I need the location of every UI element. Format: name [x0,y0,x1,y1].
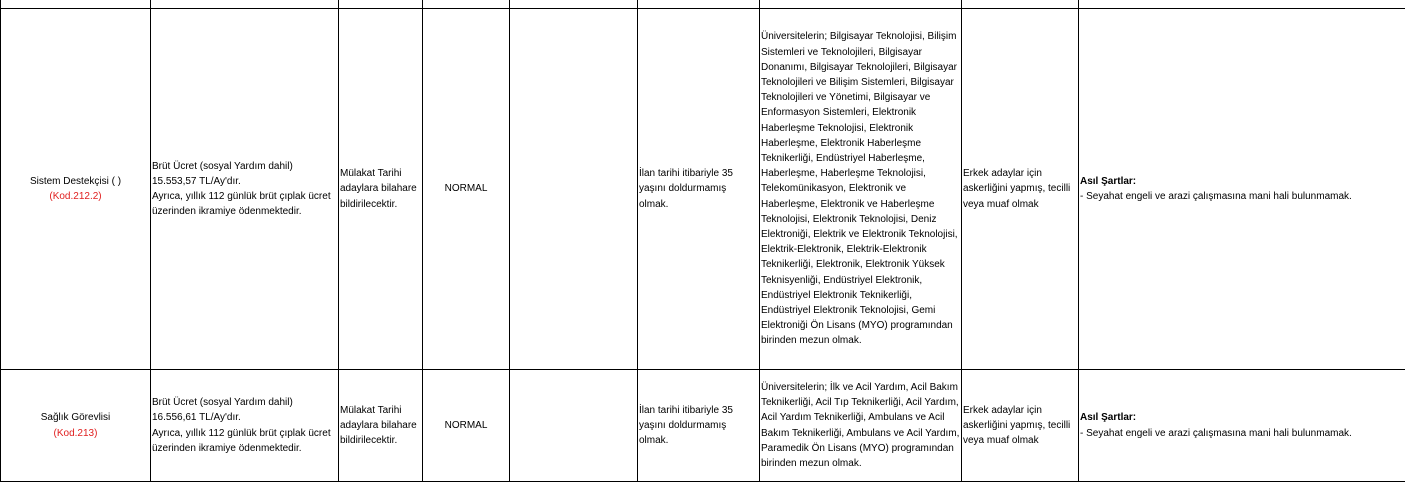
conditions-text: - Seyahat engeli ve arazi çalışmasına mani hali bulunmamak. [1080,191,1352,202]
education-cell: Üniversitelerin; İlk ve Acil Yardım, Acil Bakım Teknikerliği, Acil Tıp Teknikerliği, Acil Yardım, Acil Yardım Teknikerliği, Ambulans ve Acil Bakım Teknikerliği, Ambulans ve Acil Yardım, Paramedik Ön Lisans (MYO) programından birinden mezun olmak. [760,370,962,482]
education-cell: Üniversitelerin; Bilgisayar Teknolojisi, Bilişim Sistemleri ve Teknolojileri, Bilgisayar Donanımı, Bilgisayar Teknolojileri, Bilgisayar Teknolojileri ve Bilişim Sistemleri, Bilgisayar Teknolojileri ve Yönetimi, Bilgisayar ve Enformasyon Sistemleri, Elektronik Haberleşme Teknolojisi, Elektronik Haberleşme, Elektronik Haberleşme Teknikerliği, Endüstriyel Haberleşme, Haberleşme, Haberleşme Teknolojisi, Telekomünikasyon, Elektronik ve Haberleşme, Elektronik ve Haberleşme Teknolojisi, Elektronik Teknolojisi, Deniz Elektroniği, Elektrik ve Elektronik Teknolojisi, Elektrik-Elektronik, Elektrik-Elektronik Teknikerliği, Elektronik, Elektronik Yüksek Teknisyenliği, Endüstriyel Elektronik, Endüstriyel Elektronik Teknikerliği, Endüstriyel Elektronik Teknolojisi, Gemi Elektroniği Ön Lisans (MYO) programından birinden mezun olmak. [760,9,962,370]
position-name: Sağlık Görevlisi [40,412,111,424]
salary-cell: Brüt Ücret (sosyal Yardım dahil) 16.556,61 TL/Ay'dır. Ayrıca, yıllık 112 günlük brüt çıplak ücret üzerinden ikramiye ödenmektedir. [151,370,339,482]
position-cell [1,370,151,482]
military-cell: Erkek adaylar için askerliğini yapmış, tecilli veya muaf olmak [962,370,1079,482]
military-cell: Erkek adaylar için askerliğini yapmış, tecilli veya muaf olmak [962,9,1079,370]
conditions-cell [1079,9,1405,370]
age-cell: İlan tarihi itibariyle 35 yaşını doldurmamış olmak. [638,9,760,370]
empty-cell [510,9,638,370]
age-cell: İlan tarihi itibariyle 35 yaşını doldurmamış olmak. [638,370,760,482]
position-code: (Kod.213) [53,427,98,439]
interview-cell: Mülakat Tarihi adaylara bilahare bildirilecektir. [339,370,423,482]
table-row [1,9,1405,370]
salary-cell: Brüt Ücret (sosyal Yardım dahil) 15.553,57 TL/Ay'dır. Ayrıca, yıllık 112 günlük brüt çıplak ücret üzerinden ikramiye ödenmektedir. [151,9,339,370]
conditions-title: Asıl Şartlar: [1080,412,1137,424]
position-name: Sistem Destekçisi ( ) [29,175,122,187]
interview-cell: Mülakat Tarihi adaylara bilahare bildirilecektir. [339,9,423,370]
empty-cell [510,370,638,482]
conditions-title: Asıl Şartlar: [1080,175,1137,187]
conditions-text: - Seyahat engeli ve arazi çalışmasına mani hali bulunmamak. [1080,427,1352,439]
table-top-edge [1,0,1405,9]
table-row [1,370,1405,482]
type-cell: NORMAL [423,370,510,482]
conditions-cell [1079,370,1405,482]
type-cell: NORMAL [423,9,510,370]
position-code: (Kod.212.2) [49,191,102,202]
position-cell [1,9,151,370]
